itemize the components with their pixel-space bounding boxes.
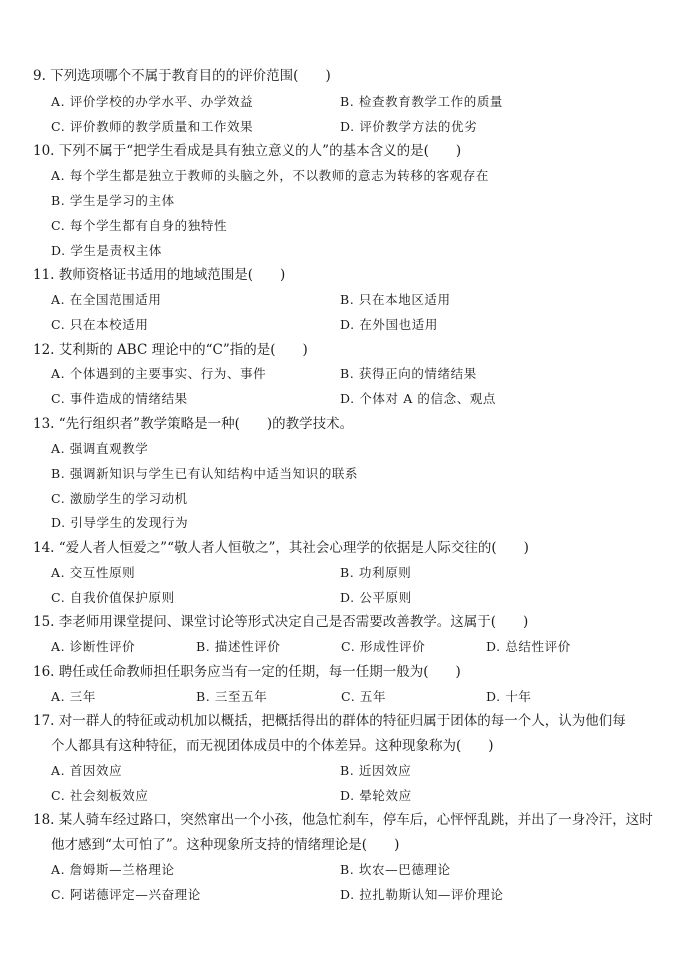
question-15-option-d[interactable]: D. 总结性评价 [486,639,571,654]
question-10-option-a[interactable]: A. 每个学生都是独立于教师的头脑之外，不以教师的意志为转移的客观存在 [51,168,489,183]
question-13-option-c[interactable]: C. 激励学生的学习动机 [51,491,188,506]
question-17-option-d[interactable]: D. 晕轮效应 [340,788,412,803]
question-13-option-a[interactable]: A. 强调直观教学 [51,441,149,456]
question-18-option-a[interactable]: A. 詹姆斯—兰格理论 [51,862,175,877]
question-12-option-b[interactable]: B. 获得正向的情绪结果 [340,366,477,381]
question-11-option-b[interactable]: B. 只在本地区适用 [340,292,451,307]
question-15-stem: 15. 李老师用课堂提问、课堂讨论等形式决定自己是否需要改善教学。这属于( ) [33,614,529,630]
question-15-option-a[interactable]: A. 诊断性评价 [51,639,136,654]
question-10-option-c[interactable]: C. 每个学生都有自身的独特性 [51,218,228,233]
question-16-option-b[interactable]: B. 三至五年 [196,689,268,704]
question-16-option-a[interactable]: A. 三年 [51,689,96,704]
question-17-stem-line-2: 个人都具有这种特征，而无视团体成员中的个体差异。这种现象称为( ) [51,738,494,754]
question-12-stem: 12. 艾利斯的 ABC 理论中的“C”指的是( ) [33,342,308,358]
question-11-option-a[interactable]: A. 在全国范围适用 [51,292,162,307]
question-18-stem-line-2: 他才感到“太可怕了”。这种现象所支持的情绪理论是( ) [51,837,400,853]
question-10-stem: 10. 下列不属于“把学生看成是具有独立意义的人”的基本含义的是( ) [33,143,462,159]
question-18-stem-line-1: 18. 某人骑车经过路口，突然窜出一个小孩，他急忙刹车，停车后，心怦怦乱跳，并出了一身冷汗，这时 [33,812,653,828]
question-17-option-c[interactable]: C. 社会刻板效应 [51,788,149,803]
question-9-option-c[interactable]: C. 评价教师的教学质量和工作效果 [51,119,254,134]
question-11-option-d[interactable]: D. 在外国也适用 [340,317,438,332]
question-11-stem: 11. 教师资格证书适用的地域范围是( ) [33,267,286,283]
question-13-stem: 13. “先行组织者”教学策略是一种( )的教学技术。 [33,416,354,432]
question-18-option-c[interactable]: C. 阿诺德评定—兴奋理论 [51,887,201,902]
question-15-option-c[interactable]: C. 形成性评价 [341,639,426,654]
question-12-option-a[interactable]: A. 个体遇到的主要事实、行为、事件 [51,366,267,381]
question-14-option-c[interactable]: C. 自我价值保护原则 [51,590,175,605]
question-9-option-d[interactable]: D. 评价教学方法的优劣 [340,119,478,134]
question-14-option-b[interactable]: B. 功利原则 [340,565,412,580]
question-10-option-d[interactable]: D. 学生是责权主体 [51,243,163,258]
question-15-option-b[interactable]: B. 描述性评价 [196,639,281,654]
question-14-option-a[interactable]: A. 交互性原则 [51,565,136,580]
question-13-option-d[interactable]: D. 引导学生的发现行为 [51,515,189,530]
question-12-option-c[interactable]: C. 事件造成的情绪结果 [51,391,188,406]
question-9-option-b[interactable]: B. 检查教育教学工作的质量 [340,94,504,109]
question-11-option-c[interactable]: C. 只在本校适用 [51,317,149,332]
question-12-option-d[interactable]: D. 个体对 A 的信念、观点 [340,391,496,406]
question-9-option-a[interactable]: A. 评价学校的办学水平、办学效益 [51,94,254,109]
question-16-option-c[interactable]: C. 五年 [341,689,387,704]
question-14-option-d[interactable]: D. 公平原则 [340,590,412,605]
question-18-option-b[interactable]: B. 坎农—巴德理论 [340,862,451,877]
question-18-option-d[interactable]: D. 拉扎勒斯认知—评价理论 [340,887,504,902]
question-9-stem: 9. 下列选项哪个不属于教育目的的评价范围( ) [33,68,331,84]
question-17-stem-line-1: 17. 对一群人的特征或动机加以概括，把概括得出的群体的特征归属于团体的每一个人，认为他们每 [33,713,626,729]
question-16-option-d[interactable]: D. 十年 [486,689,532,704]
question-16-stem: 16. 聘任或任命教师担任职务应当有一定的任期，每一任期一般为( ) [33,664,461,680]
question-17-option-a[interactable]: A. 首因效应 [51,763,123,778]
question-13-option-b[interactable]: B. 强调新知识与学生已有认知结构中适当知识的联系 [51,466,359,481]
question-17-option-b[interactable]: B. 近因效应 [340,763,412,778]
question-10-option-b[interactable]: B. 学生是学习的主体 [51,193,175,208]
question-14-stem: 14. “爱人者人恒爱之”“敬人者人恒敬之”，其社会心理学的依据是人际交往的( ) [33,540,529,556]
